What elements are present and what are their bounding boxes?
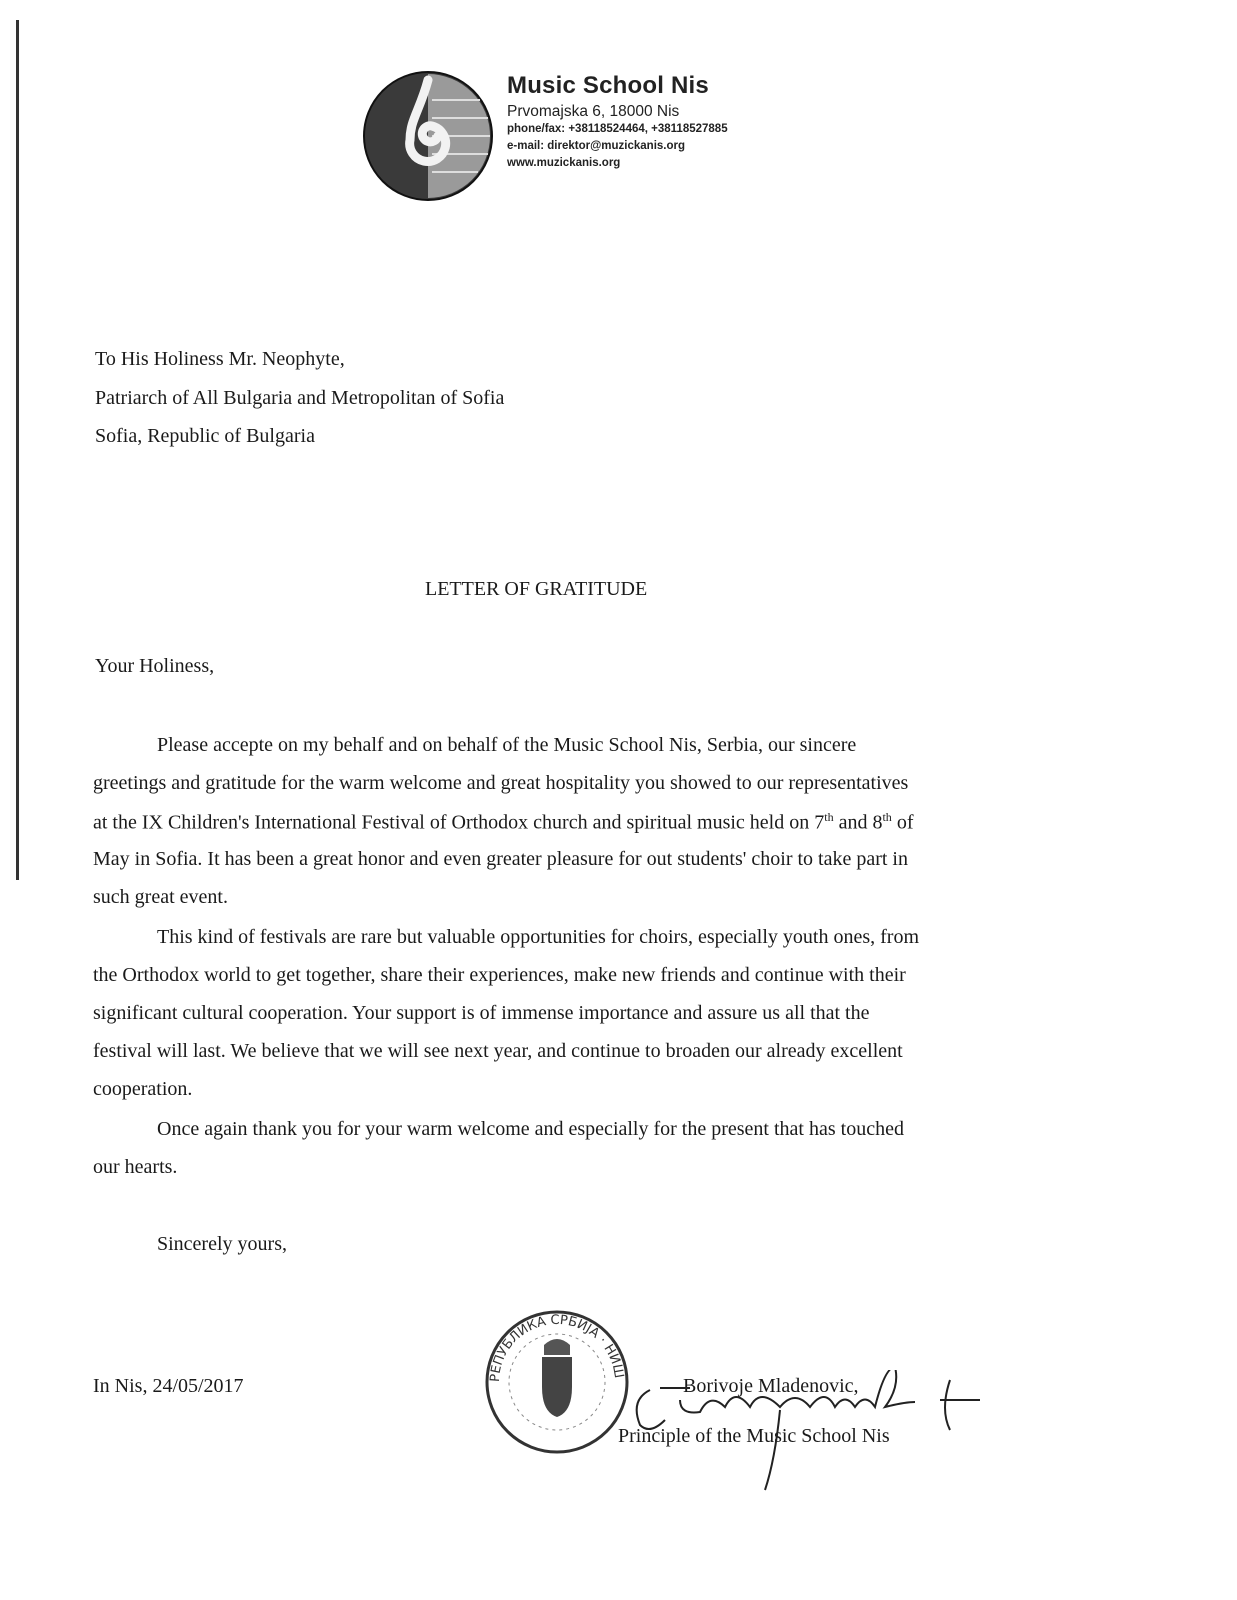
body-line: greetings and gratitude for the warm welcome and great hospitality you showed to our representatives	[93, 772, 909, 794]
letter-title: LETTER OF GRATITUDE	[425, 578, 648, 600]
school-email: e-mail: direktor@muzickanis.org	[507, 140, 686, 152]
recipient-line: To His Holiness Mr. Neophyte,	[95, 348, 345, 370]
superscript: th	[824, 810, 834, 824]
school-name: Music School Nis	[507, 72, 709, 99]
recipient-line: Sofia, Republic of Bulgaria	[95, 425, 315, 447]
text: and 8	[833, 811, 883, 834]
signatory-role: Principle of the Music School Nis	[618, 1425, 890, 1447]
recipient-line: Patriarch of All Bulgaria and Metropolitan of Sofia	[95, 387, 505, 409]
svg-text:РЕПУБЛИКА СРБИЈА · НИШ: РЕПУБЛИКА СРБИЈА · НИШ	[487, 1312, 627, 1383]
body-line: May in Sofia. It has been a great honor and even greater pleasure for out students' choir to take part in	[93, 848, 908, 870]
school-phone: phone/fax: +38118524464, +38118527885	[507, 123, 728, 135]
handwritten-signature	[620, 1370, 980, 1500]
scan-edge-line	[16, 20, 19, 880]
body-line: This kind of festivals are rare but valuable opportunities for choirs, especially youth ones, from	[157, 926, 920, 948]
official-seal-stamp	[482, 1307, 632, 1457]
body-line: our hearts.	[93, 1156, 178, 1178]
school-logo-icon	[362, 70, 494, 202]
letterhead	[507, 72, 728, 172]
school-website: www.muzickanis.org	[507, 157, 621, 169]
body-line: Once again thank you for your warm welcome and especially for the present that has touched	[157, 1118, 904, 1140]
body-line: cooperation.	[93, 1078, 193, 1100]
place-date: In Nis, 24/05/2017	[93, 1375, 244, 1397]
signatory-name: Borivoje Mladenovic,	[683, 1375, 859, 1397]
body-line: such great event.	[93, 886, 228, 908]
text: at the IX Children's International Festival of Orthodox church and spiritual music held on 7	[93, 811, 825, 834]
body-line: Please accepte on my behalf and on behalf of the Music School Nis, Serbia, our sincere	[157, 734, 857, 756]
body-line: significant cultural cooperation. Your support is of immense importance and assure us all that the	[93, 1002, 870, 1024]
superscript: th	[882, 810, 892, 824]
school-address: Prvomajska 6, 18000 Nis	[507, 103, 680, 120]
body-line	[93, 810, 913, 835]
body-line: the Orthodox world to get together, share their experiences, make new friends and continue with their	[93, 964, 906, 986]
closing: Sincerely yours,	[157, 1233, 287, 1255]
body-line: festival will last. We believe that we will see next year, and continue to broaden our already excellent	[93, 1040, 903, 1062]
salutation: Your Holiness,	[95, 655, 215, 677]
text: of	[891, 811, 914, 834]
